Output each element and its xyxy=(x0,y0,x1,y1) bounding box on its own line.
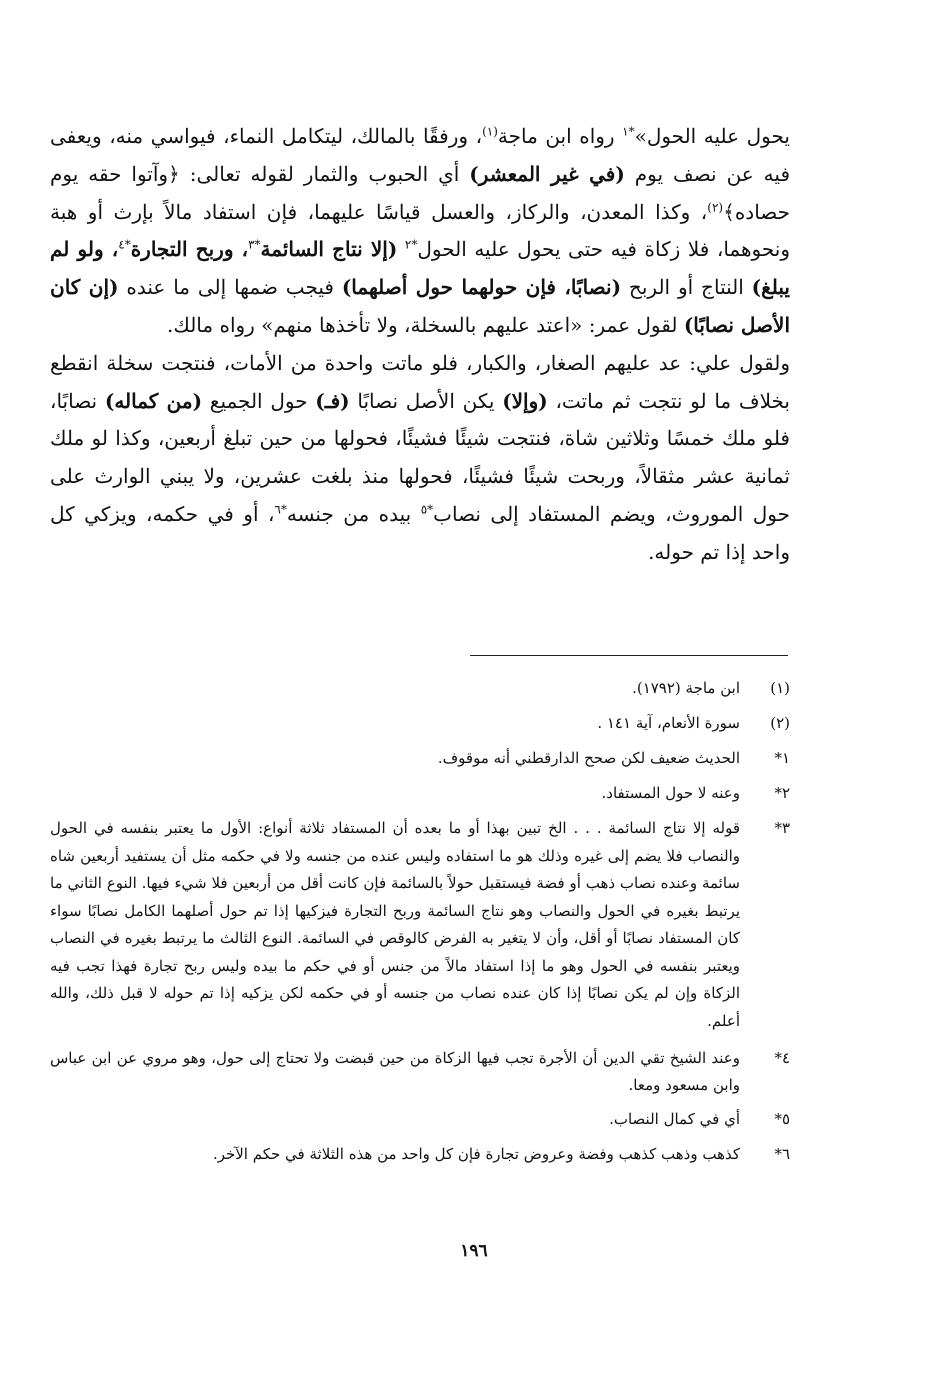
reference-marker: (٢) xyxy=(707,199,724,214)
commentary-text xyxy=(397,237,405,261)
commentary-text: ، ورفقًا بالمالك، ليتكامل النماء، فيواسي منه، ويعفى فيه عن نصف يوم xyxy=(50,124,790,186)
commentary-text: يحول عليه الحول» xyxy=(634,124,790,148)
footnote-mark: (١) xyxy=(770,679,790,697)
annotation-mark: ٣* xyxy=(774,819,790,837)
reference-marker: *٦ xyxy=(274,502,287,517)
matn-text: (من كماله) xyxy=(104,388,203,413)
commentary-text: بيده من جنسه xyxy=(286,501,421,526)
main-text xyxy=(50,118,790,572)
annotation-mark: ٥* xyxy=(774,1110,790,1128)
paragraph xyxy=(50,118,790,345)
annotation-text: الحديث ضعيف لكن صحح الدارقطني أنه موقوف. xyxy=(437,749,740,767)
footnote-1 xyxy=(50,678,790,698)
matn-text: (وإلا) xyxy=(502,388,548,413)
footnote-2 xyxy=(50,713,790,733)
commentary-text: أي الحبوب والثمار لقوله تعالى: ﴿وآتوا حقه يوم حصاده﴾ xyxy=(50,161,790,224)
annotation-4 xyxy=(50,1045,790,1099)
annotation-mark: ٦* xyxy=(774,1145,790,1163)
annotation-text: أي في كمال النصاب. xyxy=(609,1110,740,1128)
annotation-text: كذهب وذهب كذهب وفضة وعروض تجارة فإن كل واحد من هذه الثلاثة في حكم الآخر. xyxy=(212,1145,740,1163)
footnote-text: ابن ماجة (١٧٩٢). xyxy=(632,679,740,697)
page-number: ١٩٦ xyxy=(460,1241,488,1261)
annotation-text: وعنه لا حول المستفاد. xyxy=(601,784,740,802)
reference-marker: *١ xyxy=(622,124,635,139)
paragraph xyxy=(50,345,790,572)
commentary-text: يكن الأصل نصابًا xyxy=(349,388,503,413)
footnote-text: سورة الأنعام، آية ١٤١ . xyxy=(597,714,740,732)
annotation-3 xyxy=(50,815,790,1035)
matn-text: (إن كان الأصل نصابًا) xyxy=(50,275,790,337)
matn-text: ، وربح التجارة xyxy=(130,237,249,262)
commentary-text: فيجب ضمها إلى ما عنده xyxy=(118,275,342,300)
annotation-6 xyxy=(50,1144,790,1164)
commentary-text: لقول عمر: «اعتد عليهم بالسخلة، ولا تأخذها منهم» رواه مالك. xyxy=(167,312,684,337)
annotation-text: قوله إلا نتاج السائمة . . . الخ تبين بهذا أو ما بعده أن المستفاد ثلاثة أنواع: الأول ما يعتبر بنفسه في الحول والنصاب فلا يضم إلى غيره وذلك هو ما استفاده وليس عنده من جنسه ولا في حكمه مثل أن يستفيد أربعين شاه سائمة وعنده نصاب ذهب أو فضة فيستقبل حولاً بالسائمة فإن كانت أقل من أربعين فلا شيء فيها. النوع الثاني ما يرتبط بغيره في الحول والنصاب وهو نتاج السائمة وربح التجارة فيزكيها إذا تم حول أصلهما الكامل نصابًا سواء كان المستفاد نصابًا أو أقل، وأن لا يتغير به الفرض كالوقص في السائمة. النوع الثالث ما يرتبط بغيره في النصاب ويعتبر بنفسه في الحول وهو ما إذا استفاد مالاً من جنس أو في حكم ما بيده وليس ربح تجارة فهذا تجب فيه الزكاة وإن لم يكن نصابًا إذا كان عنده نصاب من جنسه أو في حكمه لكن يزكيه إذا تم حوله لا قبل ذلك، والله أعلم. xyxy=(50,819,740,1030)
matn-text: (نصابًا، فإن حولهما حول أصلهما) xyxy=(341,275,622,300)
reference-marker: *٤ xyxy=(118,237,131,252)
matn-text: (إلا نتاج السائمة xyxy=(260,237,398,262)
reference-marker: *٣ xyxy=(248,237,261,252)
annotation-mark: ٤* xyxy=(774,1049,790,1067)
footnote-mark: (٢) xyxy=(770,714,790,732)
annotation-5 xyxy=(50,1109,790,1129)
matn-text: (في غير المعشر) xyxy=(469,161,625,186)
reference-marker: *٢ xyxy=(404,237,418,252)
commentary-text: حول الجميع xyxy=(202,388,316,413)
footnotes xyxy=(50,678,790,1179)
matn-text: ، ولو لم يبلغ) xyxy=(50,237,791,300)
reference-marker: *٥ xyxy=(420,502,434,517)
commentary-text: ، وكذا المعدن، والركاز، والعسل قياسًا عليهما، فإن استفاد مالاً بإرث أو هبة ونحوهما، فلا زكاة فيه حتى يحول عليه الحول xyxy=(50,199,791,262)
annotation-mark: ٢* xyxy=(774,784,790,802)
footnote-divider xyxy=(470,655,788,656)
commentary-text: النتاج أو الربح xyxy=(621,275,752,300)
reference-marker: (١) xyxy=(482,124,498,139)
commentary-text: نصابًا، فلو ملك خمسًا وثلاثين شاة، فنتجت شيئًا فشيئًا، فحولها من حين تبلغ أربعين، وكذا لو ملك ثمانية عشر مثقالاً، وربحت شيئًا فشيئًا، فحولها منذ بلغت عشرين، ولا يبني الوارث على حول الموروث، ويضم المستفاد إلى نصاب xyxy=(50,388,790,526)
annotation-text: وعند الشيخ تقي الدين أن الأجرة تجب فيها الزكاة من حين قبضت ولا تحتاج إلى حول، وهو مروي عن ابن عباس وابن مسعود ومعا. xyxy=(50,1049,740,1094)
commentary-text: ، أو في حكمه، ويزكي كل واحد إذا تم حوله. xyxy=(50,501,790,564)
annotation-mark: ١* xyxy=(774,749,790,767)
commentary-text: رواه ابن ماجة xyxy=(497,124,623,148)
matn-text: (فـ) xyxy=(315,388,350,413)
commentary-text: ولقول علي: عد عليهم الصغار، والكبار، فلو ماتت واحدة من الأمات، فنتجت سخلة انقطع بخلاف ما لو نتجت ثم ماتت، xyxy=(50,350,790,413)
annotation-2 xyxy=(50,783,790,803)
annotation-1 xyxy=(50,748,790,768)
